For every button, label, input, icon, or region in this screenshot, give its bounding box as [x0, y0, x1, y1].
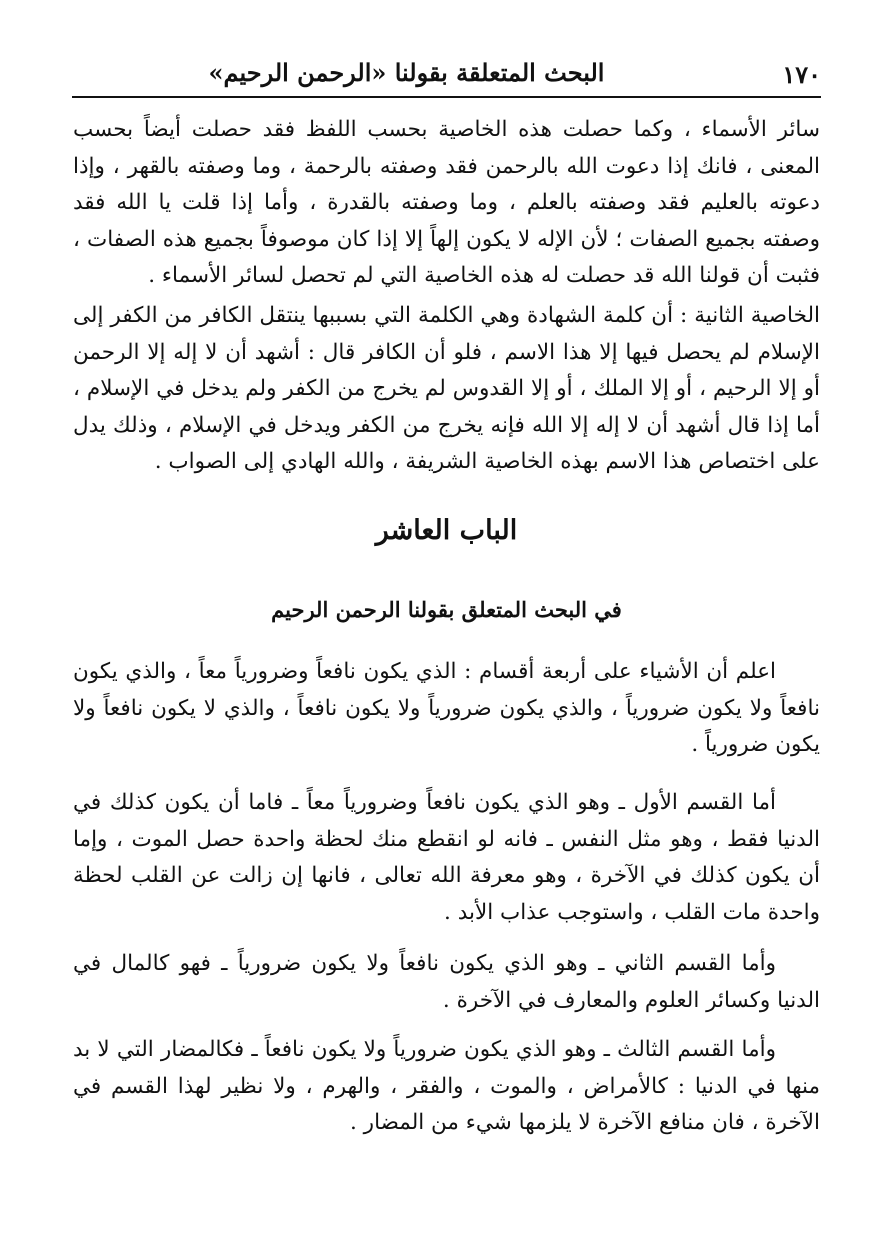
running-header-title: البحث المتعلقة بقولنا «الرحمن الرحيم»: [208, 58, 605, 87]
paragraph-second-property: الخاصية الثانية : أن كلمة الشهادة وهي الكلمة التي بسببها ينتقل الكافر من الكفر إلى الإسلام لم يحصل فيها إلا هذا الاسم ، فلو أن الكافر قال : أشهد أن لا إله إلا الرحمن أو إلا الرحيم ، أو إلا الملك ، أو إلا القدوس لم يخرج من الكفر ولم يدخل في الإسلام ، أما إذا قال أشهد أن لا إله إلا الله فإنه يخرج من الكفر ويدخل في الإسلام ، وذلك يدل على اختصاص هذا الاسم بهذه الخاصية الشريفة ، والله الهادي إلى الصواب .: [73, 303, 820, 474]
paragraph-first-category: أما القسم الأول ـ وهو الذي يكون نافعاً وضرورياً معاً ـ فاما أن يكون كذلك في الدنيا فقط ، وهو مثل النفس ـ فانه لو انقطع منك لحظة واحدة حصل الموت ، وإما أن يكون كذلك في الآخرة ، وهو معرفة الله تعالى ، فانها إن زالت عن القلب لحظة واحدة مات القلب ، واستوجب عذاب الأبد .: [73, 790, 820, 925]
paragraph-second-category: وأما القسم الثاني ـ وهو الذي يكون نافعاً ولا يكون ضرورياً ـ فهو كالمال في الدنيا وكسائر العلوم والمعارف في الآخرة .: [73, 951, 820, 1013]
paragraph-continued: سائر الأسماء ، وكما حصلت هذه الخاصية بحسب اللفظ فقد حصلت أيضاً بحسب المعنى ، فانك إذا دعوت الله بالرحمن فقد وصفته بالرحمة ، وما وصفته بالقهر ، وإذا دعوته بالعليم فقد وصفته بالعلم ، وما وصفته بالقدرة ، وأما إذا قلت يا الله فقد وصفته بجميع الصفات ؛ لأن الإله لا يكون إلهاً إلا إذا كان موصوفاً بجميع هذه الصفات ، فثبت أن قولنا الله قد حصلت له هذه الخاصية التي لم تحصل لسائر الأسماء .: [73, 117, 820, 288]
running-header: [72, 52, 821, 98]
header-rule: [72, 96, 821, 98]
page-number: ١٧٠: [782, 60, 821, 89]
paragraph-third-category: وأما القسم الثالث ـ وهو الذي يكون ضرورياً ولا يكون نافعاً ـ فكالمضار التي لا بد منها في الدنيا : كالأمراض ، والموت ، والفقر ، والهرم ، ولا نظير لهذا القسم في الآخرة ، فان منافع الآخرة لا يلزمها شيء من المضار .: [73, 1037, 820, 1135]
paragraph-four-categories: اعلم أن الأشياء على أربعة أقسام : الذي يكون نافعاً وضرورياً معاً ، والذي يكون نافعاً ولا يكون ضرورياً ، والذي يكون ضرورياً ولا يكون نافعاً ، والذي لا يكون نافعاً ولا يكون ضرورياً .: [73, 659, 820, 757]
chapter-subheading: في البحث المتعلق بقولنا الرحمن الرحيم: [271, 597, 622, 622]
chapter-heading: الباب العاشر: [375, 515, 518, 546]
